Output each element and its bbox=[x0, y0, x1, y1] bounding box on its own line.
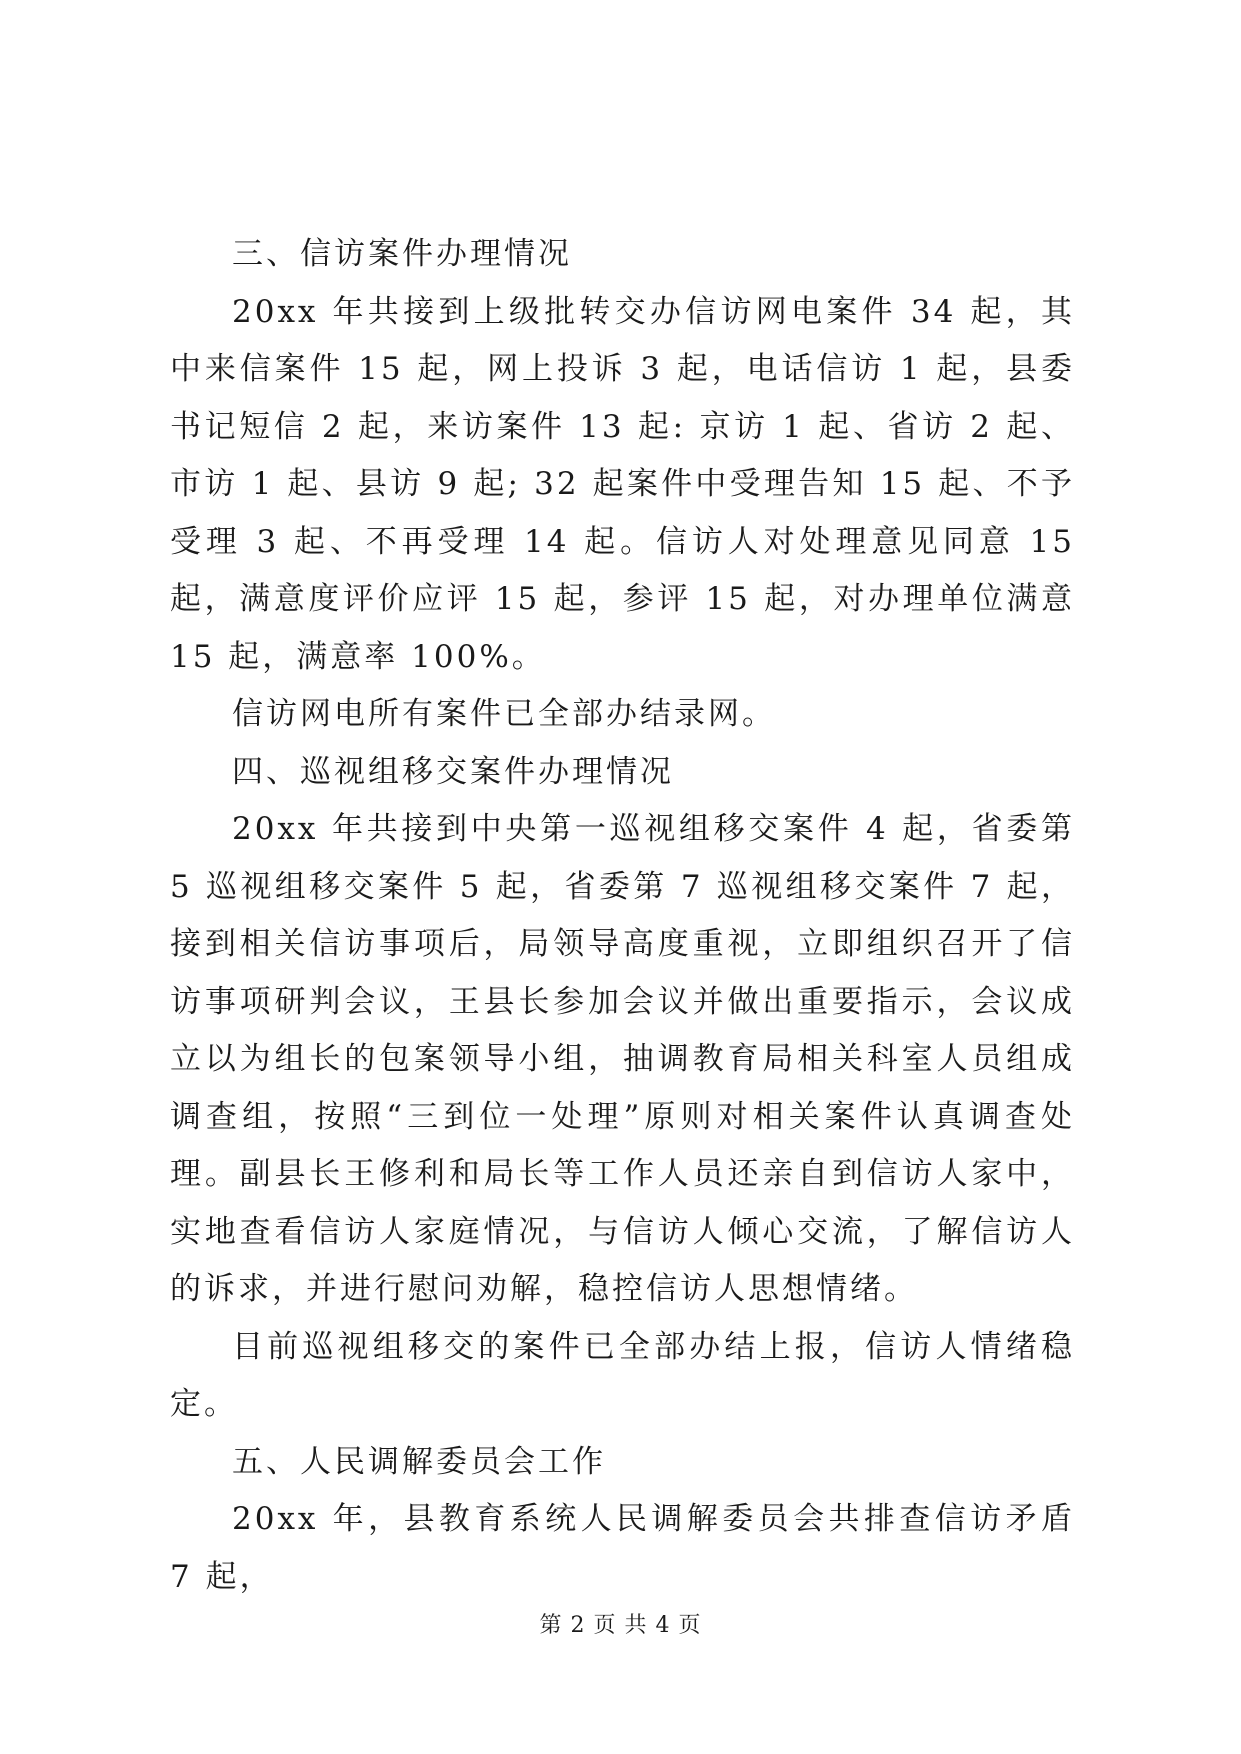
paragraph: 信访网电所有案件已全部办结录网。 bbox=[232, 696, 776, 732]
paragraph: 目前巡视组移交的案件已全部办结上报，信访人情绪稳定。 bbox=[170, 1328, 1075, 1422]
section-heading-4: 四、巡视组移交案件办理情况 bbox=[232, 753, 674, 790]
paragraph: 20xx 年共接到上级批转交办信访网电案件 34 起，其中来信案件 15 起，网上投诉 3 起，电话信访 1 起，县委书记短信 2 起，来访案件 13 起: 京访 1 起、省访 2 起、市访 1 起、县访 9 起; 32 起案件中受理告知 15 起、不予受理 3 起、不再受理 14 起。信访人对处理意见同意 15 起，满意度评价应评 15 起，参评 15 起，对办理单位满意 15 起，满意率 100%。 bbox=[170, 293, 1075, 675]
document-body bbox=[170, 226, 1075, 1606]
page-number-footer: 第 2 页 共 4 页 bbox=[539, 1613, 702, 1638]
paragraph: 20xx 年，县教育系统人民调解委员会共排查信访矛盾 7 起， bbox=[170, 1501, 1075, 1595]
section-heading-5: 五、人民调解委员会工作 bbox=[232, 1443, 606, 1480]
section-heading-3: 三、信访案件办理情况 bbox=[232, 236, 572, 272]
paragraph: 20xx 年共接到中央第一巡视组移交案件 4 起，省委第 5 巡视组移交案件 5 起，省委第 7 巡视组移交案件 7 起，接到相关信访事项后，局领导高度重视，立即组织召开了信访事项研判会议，王县长参加会议并做出重要指示，会议成立以为组长的包案领导小组，抽调教育局相关科室人员组成调查组，按照“三到位一处理”原则对相关案件认真调查处理。副县长王修利和局长等工作人员还亲自到信访人家中，实地查看信访人家庭情况，与信访人倾心交流，了解信访人的诉求，并进行慰问劝解，稳控信访人思想情绪。 bbox=[170, 811, 1075, 1307]
